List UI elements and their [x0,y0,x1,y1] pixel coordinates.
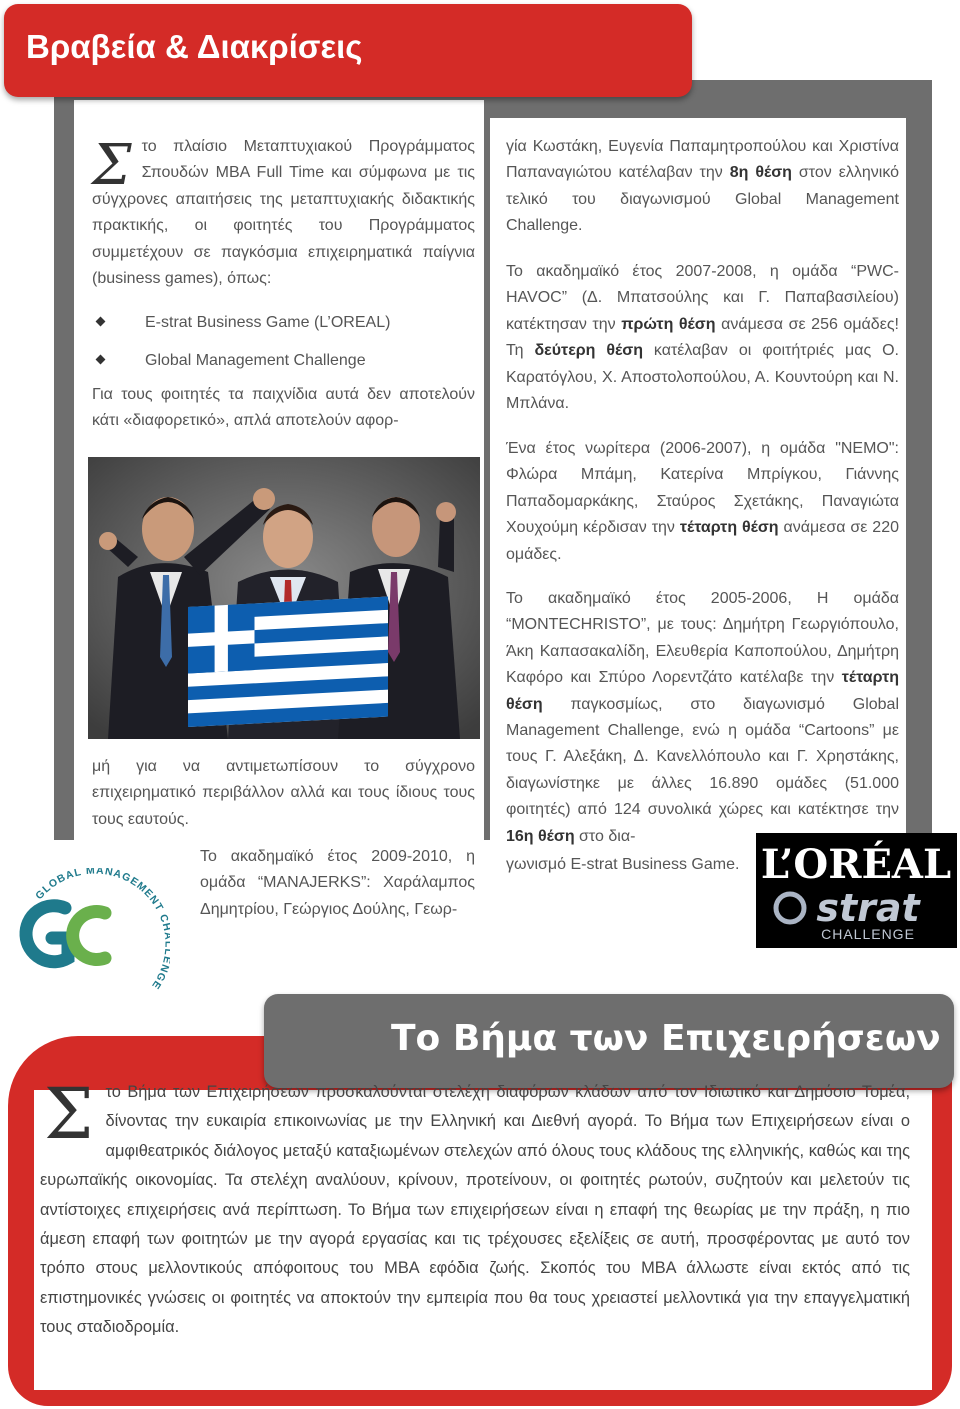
pwc-havoc-paragraph [506,259,899,417]
gmc-logo-text: GLOBAL MANAGEMENT C NGE [33,868,170,992]
section-title: Βραβεία & Διακρίσεις [26,28,363,65]
section2-title: Το Βήμα των Επιχειρήσεων [391,1018,941,1059]
bullet-text: Global Management Challenge [145,352,366,369]
intro-paragraph [92,134,475,292]
section2-text: το Βήμα των Επιχειρήσεων προσκαλούνται στελέχη διαφόρων κλάδων από τον Ιδιωτικό και Δημόσιο Τομέα, δίνοντας την ευκαιρία επικοινωνίας με την Ελληνική και Διεθνή αγορά. Το Βήμα των Επιχειρήσεων είναι ο αμφιθεατρικός διάλογος μεταξύ καταξιωμένων στελεχών από όλους τους κλάδους της ελληνικής, καθώς και της ευρωπαϊκής οικονομίας. Τα στελέχη αναλύουν, κρίνουν, προτείνουν, οι φοιτητές ρωτούν, συζητούν και μελετούν τις αντίστοιχες επιχειρήσεις ανά περίπτωση. Το Βήμα των επιχειρήσεων είναι η επαφή της θεωρίας με την πράξη, η πιο άμεση επαφή των φοιτητών με την αγορά εργασίας και τις τρέχουσες εξελίξεις σε αυτή, προσφέροντας με αυτό τον τρόπο στους μελλοντικούς απόφοιτους του MBA εφόδια ζωής. Σκοπός του MBA άλλωστε είναι εκτός από τις επιστημονικές γνώσεις οι φοιτητές να αποκτούν την εμπειρία που θα τους χρειαστεί μελλοντικά για την επαγγελματική τους σταδιοδρομία. [40,1083,910,1337]
text-span: Το ακαδημαϊκό έτος 2007-2008, η ομάδα “PWC-HAVOC” (Δ. Μπατσούλης και Γ. Παπαβασιλείου) κατέκτησαν την [506,263,899,333]
section2-title-banner [264,994,954,1088]
global-management-challenge-logo [10,868,170,996]
highlight-text: δεύτερη θέση [534,342,643,360]
estrat-paragraph: γωνισμό E-strat Business Game. [506,856,740,873]
text-span: στο δια- [574,827,636,845]
bullet-item [97,348,477,374]
loreal-estrat-logo [756,833,957,948]
games-paragraph-start: Για τους φοιτητές τα παιχνίδια αυτά δεν αποτελούν κάτι «διαφορετικό», απλά αποτελούν αφορ- [92,386,475,430]
team-photo [88,457,480,739]
dropcap-letter: Σ [44,1073,94,1155]
dropcap-letter: Σ [92,133,132,198]
text-span: Το ακαδημαϊκό έτος 2005-2006, Η ομάδα “MONTECHRISTO”, με τους: Δημήτρη Γεωργιόπουλο, Άκη Καπασακαλίδη, Ελευθερία Καποπούλου, Δημήτρη Καφόρο και Σπύρο Λορεντζάτο κατέλαβε την [506,590,899,687]
loreal-logo-title: L’ORÉAL [760,841,952,888]
text-span: γία Κωστάκη, Ευγενία Παπαμητροπούλου και Χριστίνα Παπαναγιώτου κατέλαβαν την [506,138,899,182]
highlight-text: 8η θέση [729,164,792,182]
text-span: ανάμεσα σε 220 ομάδες. [506,519,900,563]
text-span: Ένα έτος νωρίτερα (2006-2007), η ομάδα "NEMO": Φλώρα Μπάμη, Κατερίνα Μπρίγκου, Γιάννης Παπαδομαρκάκης, Σταύρος Σχετάκης, Παναγιώτα Χουχούμη κέρδισαν την [506,440,899,537]
manajerks-paragraph-start: Το ακαδημαϊκό έτος 2009-2010, η ομάδα “MANAJERKS”: Χαράλαμπος Δημητρίου, Γεώργιος Δούλης, Γεωρ- [200,848,475,918]
bullet-text: E-strat Business Game (L’OREAL) [145,314,391,331]
nemo-paragraph [506,436,899,568]
games-paragraph-end: μή για να αντιμετωπίσουν το σύγχρονο επιχειρηματικό περιβάλλον αλλά και τους ίδιους τους τους εαυτούς. [92,758,475,828]
manajerks-paragraph-end [506,134,899,240]
montechristo-paragraph [506,586,899,850]
highlight-text: πρώτη θέση [621,315,716,333]
diamond-bullet-icon [96,317,106,327]
bullet-item [97,310,477,336]
highlight-text: τέταρτη θέση [506,669,899,713]
section2-paragraph [40,1073,910,1343]
text-span: κατέλαβαν οι φοιτήτριές μας Ο. Καρατόγλου, Χ. Αποστολοπούλου, Α. Κουντούρη και Ν. Μπλάνα. [506,342,900,413]
text-span: παγκοσμίως, στο διαγωνισμό Global Management Challenge, ενώ η ομάδα “Cartoons” με τους Γ. Αλεξάκη, Δ. Κανελλόπουλο και Γ. Χρηστάκης, διαγωνίστηκε με άλλες 16.890 ομάδες (51.000 φοιτητές) από 124 συνολικά χώρες και κατέκτησε την [506,695,899,819]
highlight-text: τέταρτη θέση [679,519,779,537]
challenge-logo-word: CHALLENGE [821,926,915,942]
estrat-logo-word: strat [816,886,920,930]
section-title-banner [4,4,692,97]
diamond-bullet-icon [96,355,106,365]
text-span: στον ελληνικό τελικό του διαγωνισμού Global Management Challenge. [506,164,900,235]
highlight-text: 16η θέση [506,827,575,845]
svg-text:GLOBAL MANAGEMENT CHALLENGE [33,868,170,992]
intro-text: το πλαίσιο Μεταπτυχιακού Προγράμματος Σπουδών MBA Full Time και σύμφωνα με τις σύγχρονες απαιτήσεις της μεταπτυχιακής διδακτικής πρακτικής, οι φοιτητές του Προγράμματος συμμετέχουν σε παγκόσμια επιχειρηματικά παίγνια (business games), όπως: [92,138,475,288]
text-span: ανάμεσα σε 256 ομάδες! Τη [506,315,899,360]
